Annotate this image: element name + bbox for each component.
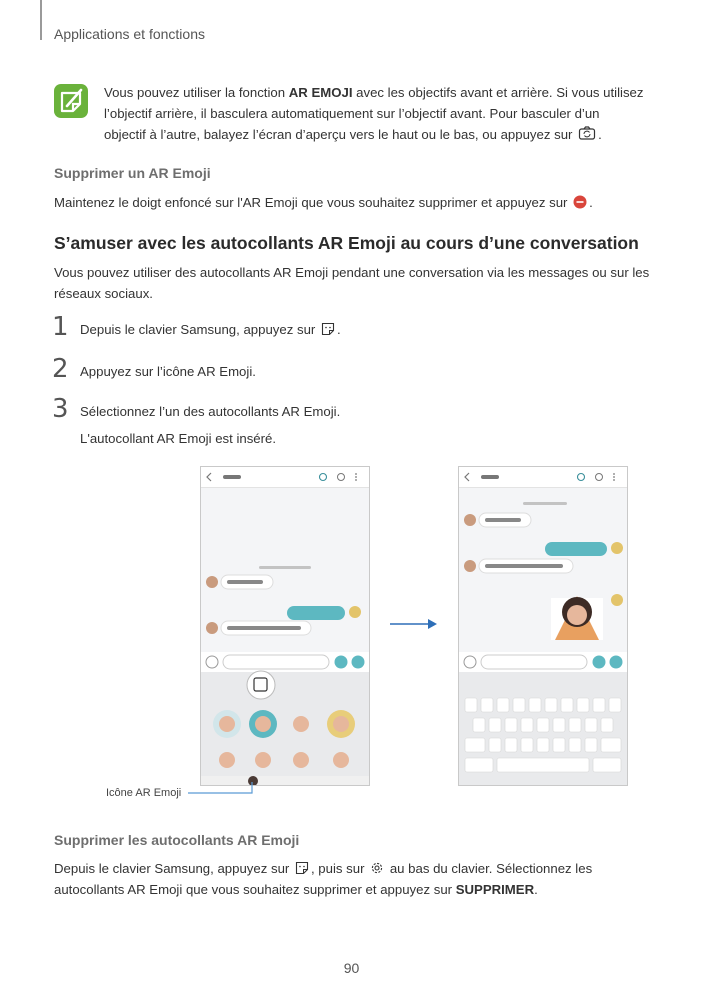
stickers-intro: Vous pouvez utiliser des autocollants AR Emoji pendant une conversation via les messages ou sur les réseaux sociaux. bbox=[54, 265, 650, 301]
header-rule bbox=[40, 0, 42, 40]
camera-switch-icon bbox=[578, 125, 596, 141]
callout-label: Icône AR Emoji bbox=[106, 787, 182, 799]
phone-screenshot-keyboard bbox=[200, 466, 370, 786]
page-number: 90 bbox=[343, 960, 360, 976]
conversation-header bbox=[459, 467, 627, 488]
delete-emoji-title: Supprimer un AR Emoji bbox=[54, 165, 211, 181]
step-number: 2 bbox=[52, 354, 69, 384]
phone-screenshot-result bbox=[458, 466, 628, 786]
step-number: 3 bbox=[52, 394, 69, 424]
delete-minus-icon bbox=[573, 194, 587, 208]
step-text: Depuis le clavier Samsung, appuyez sur . bbox=[80, 322, 341, 337]
sticker-icon bbox=[321, 321, 335, 335]
section-header: Applications et fonctions bbox=[54, 26, 205, 42]
conversation-area bbox=[459, 488, 627, 786]
delete-stickers-title: Supprimer les autocollants AR Emoji bbox=[54, 832, 300, 848]
step-number: 1 bbox=[52, 312, 69, 342]
sticker-icon bbox=[295, 860, 309, 874]
arrow-right-icon bbox=[388, 616, 440, 632]
note-text: Vous pouvez utiliser la fonction AR EMOJI avec les objectifs avant et arrière. Si vous utilisez l’objectif arrière, il basculera automatiquement sur l’objectif avant. Pour basculer d’un objectif à l’autre, balayez l’écran d’aperçu vers le haut ou le bas, ou appuyez sur . bbox=[104, 85, 644, 142]
note-icon bbox=[54, 84, 88, 118]
callout-line bbox=[186, 780, 256, 796]
conversation-header bbox=[201, 467, 369, 488]
delete-stickers-text: Depuis le clavier Samsung, appuyez sur , puis sur au bas du clavier. Sélectionnez les autocollants AR Emoji que vous souhaitez supprimer et appuyez sur SUPPRIMER. bbox=[54, 861, 593, 897]
step-result: L'autocollant AR Emoji est inséré. bbox=[80, 431, 277, 446]
step-text: Appuyez sur l’icône AR Emoji. bbox=[80, 364, 256, 379]
step-text: Sélectionnez l’un des autocollants AR Emoji. bbox=[80, 404, 341, 419]
stickers-heading: S’amuser avec les autocollants AR Emoji au cours d’une conversation bbox=[54, 233, 639, 253]
settings-icon bbox=[370, 860, 384, 874]
delete-emoji-text: Maintenez le doigt enfoncé sur l'AR Emoji que vous souhaitez supprimer et appuyez sur . bbox=[54, 195, 593, 210]
conversation-area bbox=[201, 488, 369, 786]
